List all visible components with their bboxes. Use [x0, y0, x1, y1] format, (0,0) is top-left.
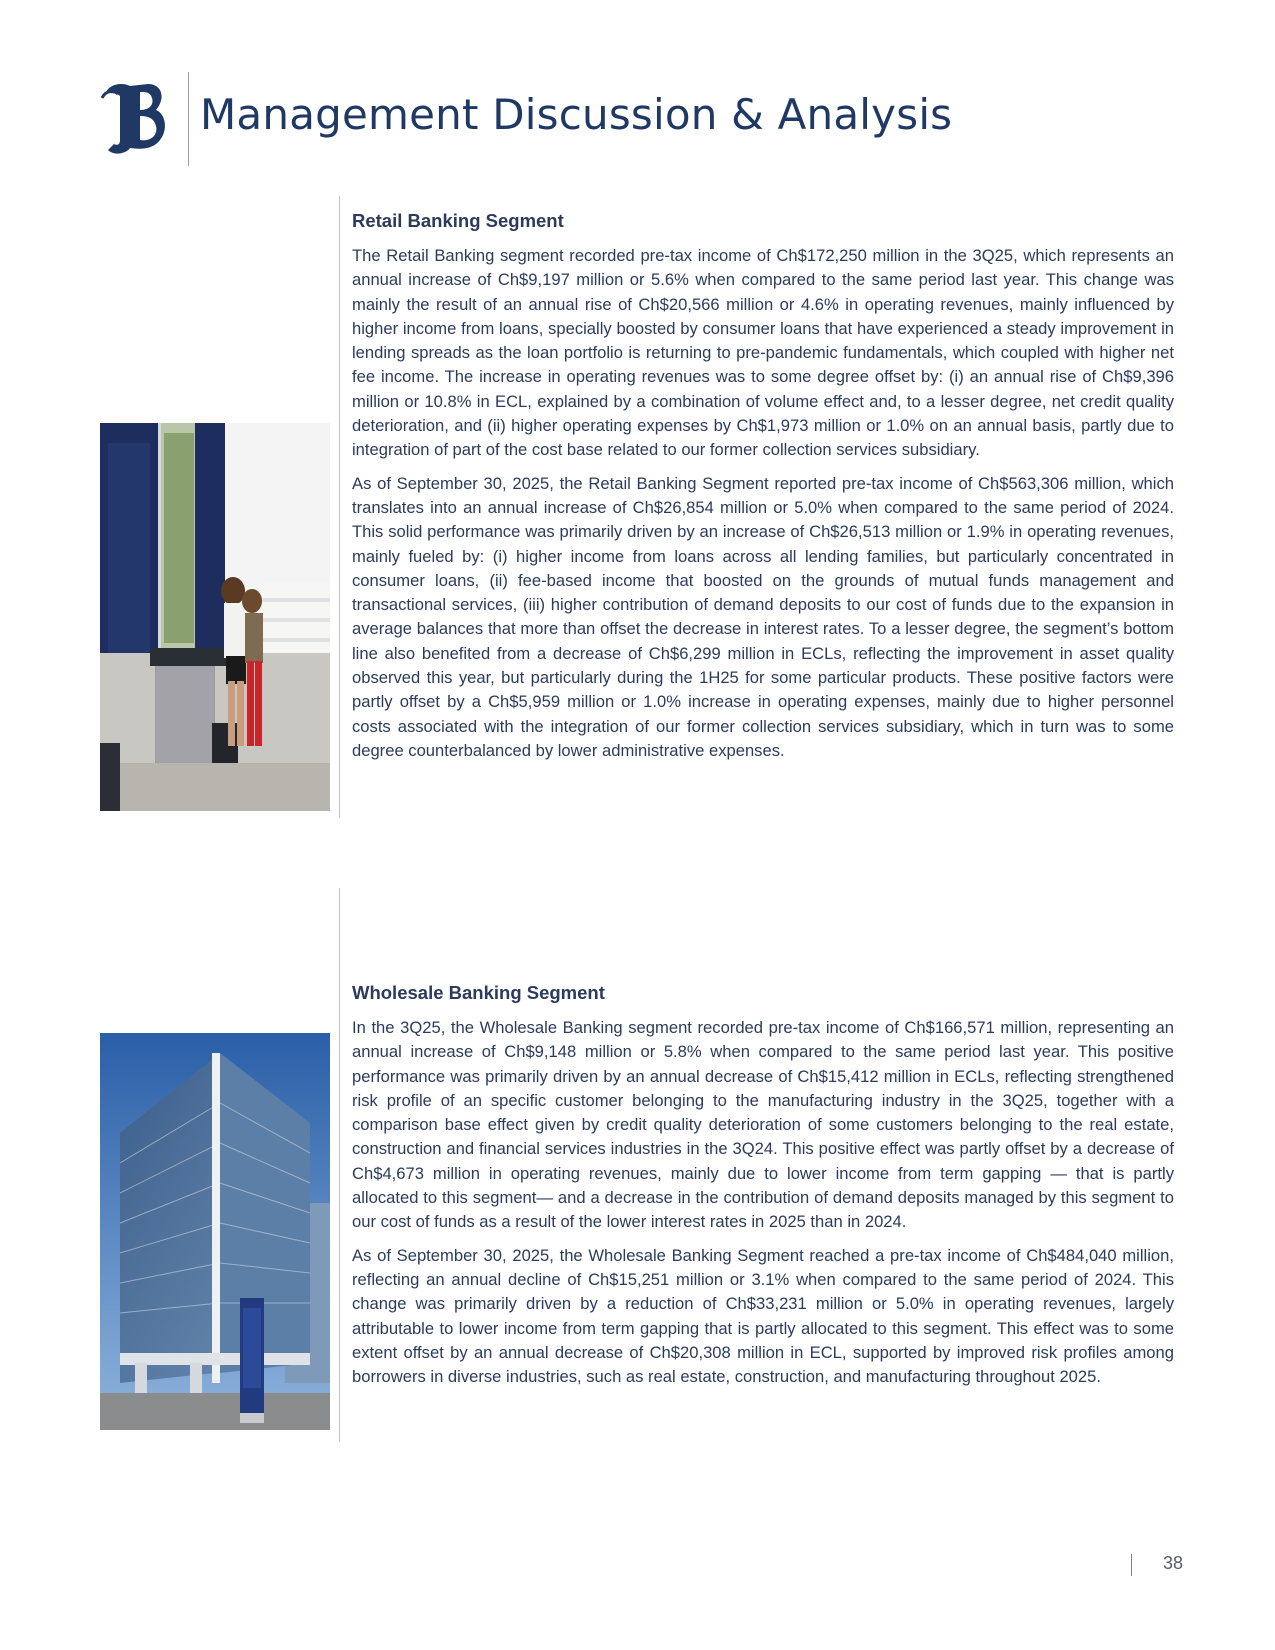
wholesale-banking-paragraph-2: As of September 30, 2025, the Wholesale Banking Segment reached a pre-tax income of Ch$484,040 million, reflecting an annual decline of Ch$15,251 million or 3.1% when compared to the same period of 2024. This change was primarily driven by a reduction of Ch$33,231 million or 5.0% in operating revenues, largely attributable to lower income from term gapping that is partly allocated to this segment. This effect was to some extent offset by an annual decrease of Ch$20,308 million in ECL, supported by improved risk profiles among borrowers in diverse industries, such as real estate, construction, and manufacturing throughout 2025. — [352, 1245, 1174, 1387]
branch-interior-photo — [100, 423, 330, 811]
footer-divider — [1131, 1554, 1132, 1576]
wholesale-banking-paragraph-1: In the 3Q25, the Wholesale Banking segment recorded pre-tax income of Ch$166,571 million, representing an annual increase of Ch$9,148 million or 5.8% when compared to the same period last year. This positive performance was primarily driven by an annual decrease of Ch$15,412 million in ECLs, reflecting strengthened risk profile of an specific customer belonging to the manufacturing industry in the 3Q25, together with a comparison base effect given by credit quality deterioration of some customers belonging to the real estate, construction and financial services industries in the 3Q24. This positive effect was partly offset by a decrease of Ch$4,673 million in operating revenues, mainly due to lower income from term gapping — that is partly allocated to this segment— and a decrease in the contribution of demand deposits managed by this segment to our cost of funds as a result of the lower interest rates in 2025 than in 2024. — [352, 1018, 1174, 1232]
wholesale-banking-heading: Wholesale Banking Segment — [352, 982, 605, 1003]
retail-section-divider — [339, 196, 340, 818]
page-title: Management Discussion & Analysis — [200, 90, 953, 139]
retail-banking-heading: Retail Banking Segment — [352, 210, 564, 231]
retail-banking-paragraph-2: As of September 30, 2025, the Retail Banking Segment reported pre-tax income of Ch$563,306 million, which translates into an annual increase of Ch$26,854 million or 5.0% when compared to the same period of 2024. This solid performance was primarily driven by an increase of Ch$26,513 million or 1.9% in operating revenues, mainly fueled by: (i) higher income from loans across all lending families, but particularly concentrated in consumer loans, (ii) fee-based income that boosted on the grounds of mutual funds management and transactional services, (iii) higher contribution of demand deposits to our cost of funds due to the expansion in average balances that more than offset the decrease in interest rates. To a lesser degree, the segment’s bottom line also benefited from a decrease of Ch$6,299 million in ECLs, reflecting the improvement in asset quality observed this year, but particularly during the 1H25 for some particular products. These positive factors were partly offset by a Ch$5,959 million or 1.0% increase in operating expenses, mainly due to higher personnel costs associated with the integration of our former collection services subsidiary, which in turn was to some degree counterbalanced by lower administrative expenses. — [352, 473, 1174, 760]
retail-banking-section — [352, 210, 1174, 772]
headquarters-building-photo — [100, 1033, 330, 1430]
retail-banking-paragraph-1: The Retail Banking segment recorded pre-tax income of Ch$172,250 million in the 3Q25, which represents an annual increase of Ch$9,197 million or 5.6% when compared to the same period last year. This change was mainly the result of an annual rise of Ch$20,566 million or 4.6% in operating revenues, mainly influenced by higher income from loans, specially boosted by consumer loans that have experienced a steady improvement in lending spreads as the loan portfolio is returning to pre-pandemic fundamentals, which coupled with higher net fee income. The increase in operating revenues was to some degree offset by: (i) an annual rise of Ch$9,396 million or 10.8% in ECL, explained by a combination of volume effect and, to a lesser degree, net credit quality deterioration, and (ii) higher operating expenses by Ch$1,973 million or 1.0% on an annual basis, partly due to integration of part of the cost base related to our former collection services subsidiary. — [352, 246, 1174, 460]
page-number: 38 — [1163, 1553, 1184, 1573]
banco-de-chile-logo-icon — [100, 78, 170, 158]
header-divider — [188, 72, 189, 166]
wholesale-banking-section — [352, 982, 1174, 1398]
wholesale-section-divider — [339, 888, 340, 1442]
